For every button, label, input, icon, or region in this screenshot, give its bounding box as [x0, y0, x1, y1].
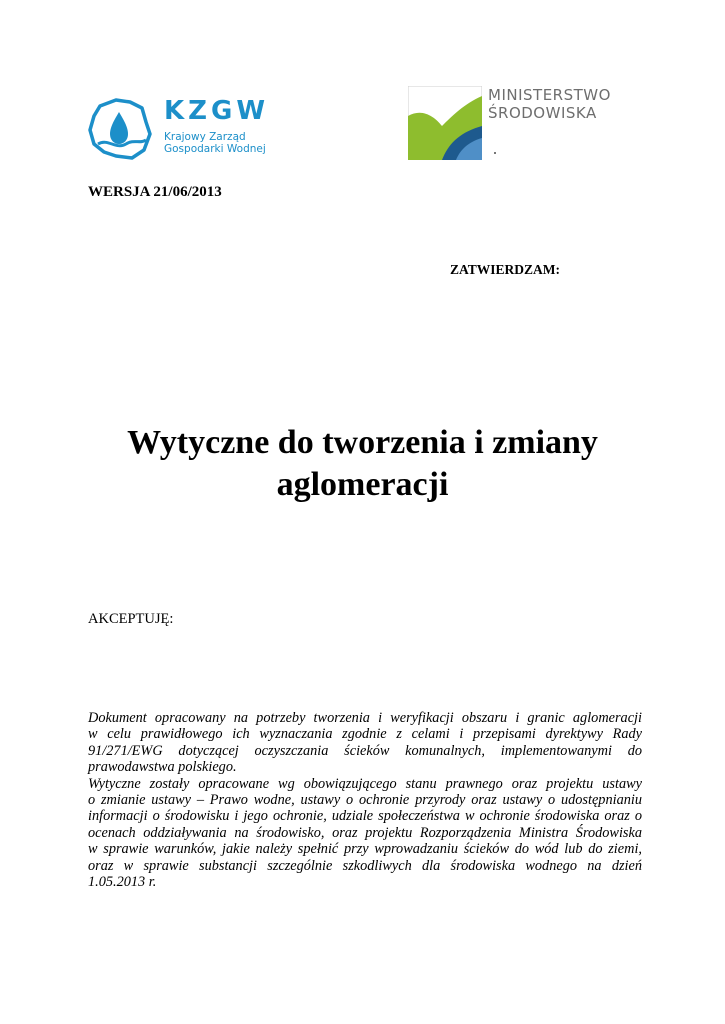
kzgw-subtitle-line1: Krajowy Zarząd [164, 131, 246, 143]
approval-label: ZATWIERDZAM: [450, 262, 561, 277]
kzgw-subtitle-line2: Gospodarki Wodnej [164, 143, 266, 155]
title-line: Wytyczne do tworzenia i zmiany [127, 424, 598, 461]
description-line: 1.05.2013 r. [88, 874, 157, 891]
ministry-name-line1: MINISTERSTWO [488, 86, 611, 104]
kzgw-name: KZGW [164, 96, 270, 126]
description-line: ocenach oddziaływania na środowisko, oraz projektu Rozporządzenia Ministra Środowiska [88, 824, 642, 841]
decorative-dot [494, 152, 496, 154]
ministry-logo [408, 86, 628, 166]
document-description [88, 710, 642, 890]
description-line: prawodawstwa polskiego. [88, 759, 237, 776]
description-line: w sprawie warunków, jakie należy spełnić przy wprowadzaniu ścieków do wód lub do ziemi, [88, 841, 642, 858]
description-line: w celu prawidłowego ich wyznaczania zgodnie z celami i przepisami dyrektywy Rady [88, 726, 642, 743]
description-line: 91/271/EWG dotyczącej oczyszczania ścieków komunalnych, implementowanymi do [88, 742, 642, 759]
accept-label: AKCEPTUJĘ: [88, 611, 174, 627]
description-line: Wytyczne zostały opracowane wg obowiązującego stanu prawnego oraz projektu ustawy [88, 775, 642, 792]
document-version: WERSJA 21/06/2013 [88, 184, 222, 200]
description-line: o zmianie ustawy – Prawo wodne, ustawy o ochronie przyrody oraz ustawy o udostępnianiu [88, 792, 642, 809]
description-line: Dokument opracowany na potrzeby tworzenia i weryfikacji obszaru i granic aglomeracji [88, 710, 642, 726]
description-line: informacji o środowisku i jego ochronie, udziale społeczeństwa w ochronie środowiska oraz o [88, 808, 642, 825]
ministry-name-line2: ŚRODOWISKA [488, 104, 597, 122]
green-hills-icon [408, 86, 482, 160]
kzgw-logo [86, 94, 270, 169]
title-line: aglomeracji [276, 466, 449, 503]
document-title [80, 422, 645, 506]
poland-water-drop-icon [86, 94, 154, 164]
description-line: oraz w sprawie substancji szczególnie szkodliwych dla środowiska wodnego na dzień [88, 857, 642, 874]
